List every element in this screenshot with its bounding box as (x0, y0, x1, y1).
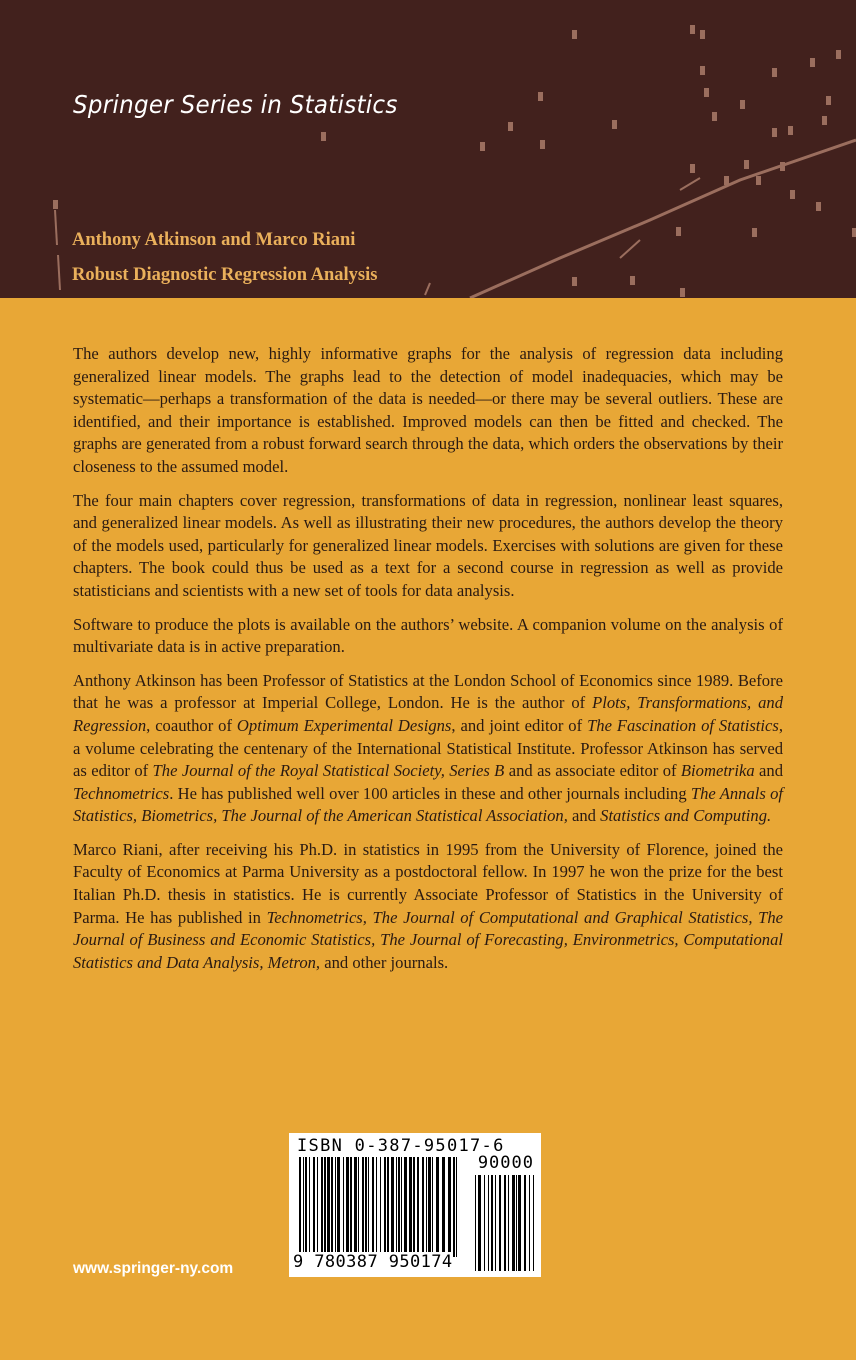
bar (491, 1175, 493, 1271)
bar (343, 1157, 344, 1257)
bar (324, 1157, 326, 1257)
bar (484, 1175, 485, 1271)
bar (346, 1157, 349, 1257)
text: Marco Riani, after receiving his Ph.D. in statistics in 1995 from the University of Florence, joined the Faculty of Economics at Parma University as a postdoctoral fellow. In 1997 he won the prize for the best Italian Ph.D. thesis in statistics. He is currently Associate Professor of Statistics in the University of Parma. He has published in (73, 839, 783, 927)
scatter-point (700, 30, 705, 39)
bar (524, 1175, 526, 1271)
scatter-point (690, 25, 695, 34)
bar (529, 1175, 530, 1271)
bar (368, 1157, 369, 1257)
scatter-point (756, 176, 761, 185)
bar (428, 1157, 431, 1257)
text: . He has published well over 100 articles in these and other journals including (169, 783, 691, 803)
bar (321, 1157, 323, 1257)
bar (516, 1175, 517, 1271)
book-ref: Plots, Transformations, and Regression (73, 693, 783, 735)
bar (335, 1157, 336, 1257)
blurb-paragraph: The four main chapters cover regression, transformations of data in regression, nonlinear least squares, and generalized linear models. As well as illustrating their new procedures, the authors develop the theory of the models used, particularly for generalized linear models. Exercises with solutions are given for these chapters. The book could thus be used as a text for a second course in regression as well as provide statisticians and scientists with a new set of tools for data analysis. (73, 490, 783, 600)
scatter-point (836, 50, 841, 59)
bar (409, 1157, 412, 1257)
bar (358, 1157, 359, 1257)
bar (331, 1157, 333, 1257)
bar (384, 1157, 386, 1257)
bar (499, 1175, 501, 1271)
scatter-point (538, 92, 543, 101)
bar (317, 1157, 318, 1257)
text: , and joint editor of (451, 715, 588, 735)
bar (401, 1157, 402, 1257)
bar (508, 1175, 509, 1271)
bar (533, 1175, 534, 1271)
bar (413, 1157, 415, 1257)
bar (327, 1157, 330, 1257)
book-ref: Optimum Experimental Designs (236, 715, 452, 735)
bar (376, 1157, 377, 1257)
scatter-point (630, 276, 635, 285)
cover-header-band (0, 0, 856, 298)
scatter-point (790, 190, 795, 199)
bar (365, 1157, 367, 1257)
bar (417, 1157, 419, 1257)
scatter-point (816, 202, 821, 211)
bar (396, 1157, 397, 1257)
text: and as associate editor of (504, 761, 681, 781)
book-ref: The Fascination of Statistics (587, 715, 779, 735)
scatter-point (572, 277, 577, 286)
bar (488, 1175, 489, 1271)
publisher-website[interactable]: www.springer-ny.com (73, 1260, 234, 1277)
bar (350, 1157, 352, 1257)
bar (337, 1157, 340, 1257)
bar (512, 1175, 515, 1271)
journal-ref: Technometrics (73, 783, 170, 803)
bar (495, 1175, 496, 1271)
scatter-dash (58, 255, 60, 290)
scatter-point (822, 116, 827, 125)
scatter-point (826, 96, 831, 105)
scatter-point (788, 126, 793, 135)
text: and (567, 806, 601, 826)
journal-ref: Statistics and Computing. (600, 806, 772, 826)
scatter-point (852, 228, 856, 237)
bar (504, 1175, 506, 1271)
blurb (73, 343, 783, 985)
author-bio-riani (73, 839, 783, 975)
scatter-point (680, 288, 685, 297)
scatter-dash (680, 178, 700, 190)
scatter-dash (425, 283, 430, 295)
text: Anthony Atkinson has been Professor of Statistics at the London School of Economics since 1989. Before that he was a professor at Imperial College, London. He is the author of (73, 670, 783, 713)
scatter-point (53, 200, 58, 209)
author-bio-atkinson (73, 670, 783, 828)
scatter-plot-decoration (0, 0, 856, 298)
bar (422, 1157, 424, 1257)
bar (426, 1157, 427, 1257)
scatter-point (772, 68, 777, 77)
bar (380, 1157, 381, 1257)
book-authors: Anthony Atkinson and Marco Riani (72, 230, 356, 250)
scatter-point (700, 66, 705, 75)
journal-ref: The Journal of the Royal Statistical Society, Series B (152, 761, 505, 781)
bar (309, 1157, 310, 1257)
bar (372, 1157, 374, 1257)
isbn-number: ISBN 0-387-95017-6 (297, 1136, 505, 1156)
bar (299, 1157, 301, 1257)
bar (354, 1157, 357, 1257)
ean-number: 9 780387 950174 (293, 1252, 453, 1272)
scatter-point (676, 227, 681, 236)
journal-ref: Technometrics, The Journal of Computational and Graphical Statistics, The Journal of Business and Economic Statistics, The Journal of Forecasting, Environmetrics, Computational Statistics and Data Analysis, Metron, (73, 907, 783, 972)
text: , a volume celebrating the centenary of the International Statistical Institute. Professor Atkinson has served as editor of (73, 715, 783, 781)
scatter-dash (620, 240, 640, 258)
bar (404, 1157, 407, 1257)
series-title: Springer Series in Statistics (73, 90, 398, 119)
bar (475, 1175, 476, 1271)
fit-line (470, 140, 856, 298)
scatter-point (740, 100, 745, 109)
scatter-point (572, 30, 577, 39)
bar (387, 1157, 389, 1257)
scatter-point (704, 88, 709, 97)
bar (518, 1175, 521, 1271)
blurb-paragraph: The authors develop new, highly informative graphs for the analysis of regression data including generalized linear models. The graphs lead to the detection of model inadequacies, which may be systematic—perhaps a transformation of the data is needed—or there may be several outliers. These are identified, and their importance is established. Improved models can then be fitted and checked. The graphs are generated from a robust forward search through the data, which orders the observations by their closeness to the assumed model. (73, 344, 783, 476)
scatter-dash (55, 210, 57, 245)
bar (442, 1157, 445, 1257)
scatter-point (772, 128, 777, 137)
bar (448, 1157, 451, 1257)
price-code: 90000 (477, 1153, 534, 1173)
text: , coauthor of (146, 715, 237, 735)
scatter-point (712, 112, 717, 121)
scatter-point (690, 164, 695, 173)
scatter-point (480, 142, 485, 151)
journal-ref: Biometrika (680, 761, 755, 781)
bar (398, 1157, 400, 1257)
scatter-point (540, 140, 545, 149)
text: and (754, 761, 784, 781)
scatter-point (810, 58, 815, 67)
bar (456, 1157, 457, 1257)
bar (391, 1157, 394, 1257)
bar (436, 1157, 439, 1257)
bar (362, 1157, 364, 1257)
scatter-point (744, 160, 749, 169)
scatter-point (508, 122, 513, 131)
bar (478, 1175, 481, 1271)
scatter-point (752, 228, 757, 237)
bar (303, 1157, 304, 1257)
bar (305, 1157, 307, 1257)
isbn-barcode (289, 1133, 541, 1277)
blurb-paragraph: Software to produce the plots is available on the authors’ website. A companion volume on the analysis of multivariate data is in active preparation. (73, 614, 783, 657)
bar (453, 1157, 455, 1257)
bar (432, 1157, 433, 1257)
scatter-point (612, 120, 617, 129)
book-title: Robust Diagnostic Regression Analysis (72, 265, 378, 285)
bar (313, 1157, 315, 1257)
journal-ref: The Annals of Statistics, Biometrics, The Journal of the American Statistical Association, (73, 783, 784, 826)
text: and other journals. (320, 952, 449, 972)
scatter-point (321, 132, 326, 141)
